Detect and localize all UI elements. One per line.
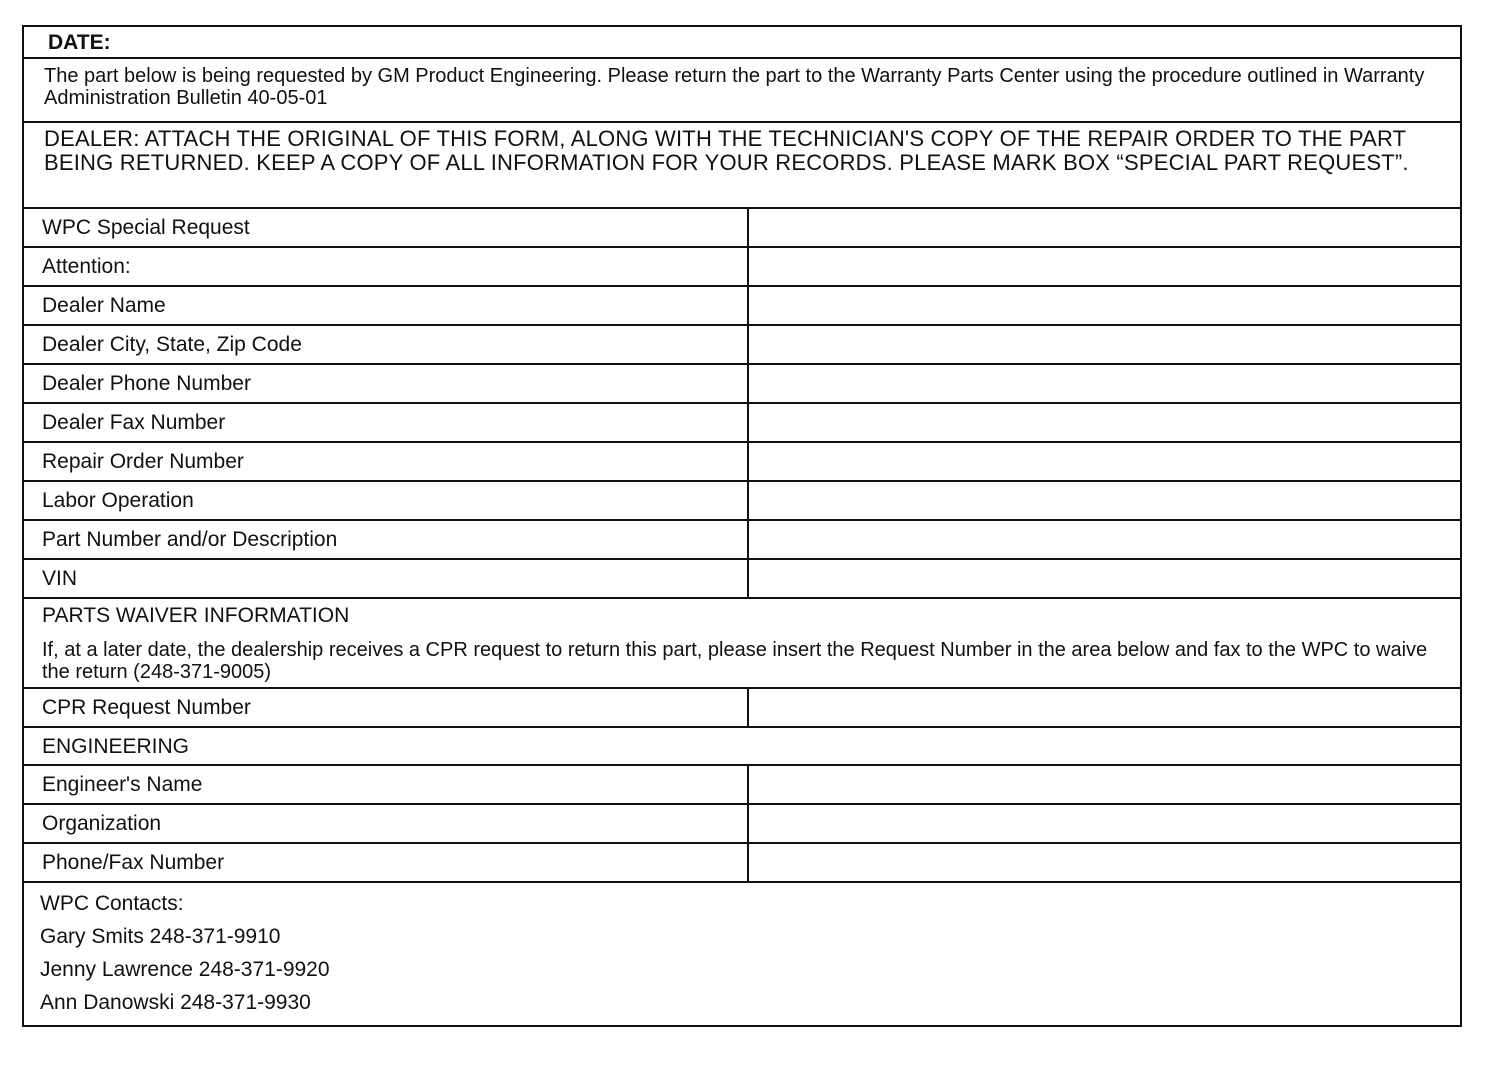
field-value[interactable] — [749, 287, 1460, 324]
field-row-organization — [24, 805, 1460, 844]
intro-row — [24, 59, 1460, 123]
field-value[interactable] — [749, 844, 1460, 881]
field-row-labor-operation — [24, 482, 1460, 521]
field-value[interactable] — [749, 326, 1460, 363]
contact-entry: Gary Smits 248-371-9910 — [40, 925, 281, 948]
parts-waiver-section — [24, 599, 1460, 689]
field-row-repair-order — [24, 443, 1460, 482]
field-value[interactable] — [749, 443, 1460, 480]
field-label: Dealer Phone Number — [24, 365, 749, 402]
dealer-instructions: DEALER: ATTACH THE ORIGINAL OF THIS FORM, ALONG WITH THE TECHNICIAN'S COPY OF THE REPAIR ORDER TO THE PART BEING RETURNED. KEEP A COPY OF ALL INFORMATION FOR YOUR RECORDS. PLEASE MARK BOX “SPECIAL PART REQUEST”. — [44, 126, 1409, 175]
field-row-phone-fax — [24, 844, 1460, 883]
date-label: DATE: — [48, 31, 111, 54]
field-label: Organization — [24, 805, 749, 842]
field-row-attention — [24, 248, 1460, 287]
wpc-contacts-section — [24, 883, 1460, 1025]
field-label: Dealer Name — [24, 287, 749, 324]
field-label: Dealer City, State, Zip Code — [24, 326, 749, 363]
field-value[interactable] — [749, 560, 1460, 597]
field-value[interactable] — [749, 248, 1460, 285]
field-row-dealer-fax — [24, 404, 1460, 443]
engineering-title: ENGINEERING — [42, 735, 190, 758]
field-label: Attention: — [24, 248, 749, 285]
field-value[interactable] — [749, 766, 1460, 803]
field-value[interactable] — [749, 482, 1460, 519]
field-label: Phone/Fax Number — [24, 844, 749, 881]
field-value[interactable] — [749, 404, 1460, 441]
field-row-dealer-name — [24, 287, 1460, 326]
intro-text: The part below is being requested by GM Product Engineering. Please return the part to the Warranty Parts Center using the procedure outlined in Warranty Administration Bulletin 40-05-01 — [44, 65, 1425, 109]
field-label: Repair Order Number — [24, 443, 749, 480]
field-label: Engineer's Name — [24, 766, 749, 803]
field-label: WPC Special Request — [24, 209, 749, 246]
contact-entry: Ann Danowski 248-371-9930 — [40, 991, 311, 1014]
field-value[interactable] — [749, 209, 1460, 246]
field-row-vin — [24, 560, 1460, 599]
date-row — [24, 27, 1460, 59]
contact-entry: Jenny Lawrence 248-371-9920 — [40, 958, 330, 981]
field-row-cpr-request-number — [24, 689, 1460, 728]
field-value[interactable] — [749, 805, 1460, 842]
field-label: Labor Operation — [24, 482, 749, 519]
field-row-part-number — [24, 521, 1460, 560]
field-value[interactable] — [749, 689, 1460, 726]
field-label: Part Number and/or Description — [24, 521, 749, 558]
field-row-dealer-phone — [24, 365, 1460, 404]
field-label: Dealer Fax Number — [24, 404, 749, 441]
parts-waiver-text: If, at a later date, the dealership receives a CPR request to return this part, please insert the Request Number in the area below and fax to the WPC to waive the return (248-371-9005) — [42, 639, 1428, 683]
field-row-dealer-city-state-zip — [24, 326, 1460, 365]
dealer-instructions-row — [24, 123, 1460, 209]
parts-waiver-title: PARTS WAIVER INFORMATION — [42, 604, 350, 627]
field-value[interactable] — [749, 365, 1460, 402]
special-part-request-form — [22, 25, 1462, 1027]
field-label: VIN — [24, 560, 749, 597]
field-value[interactable] — [749, 521, 1460, 558]
field-row-engineer-name — [24, 766, 1460, 805]
field-row-wpc-special-request — [24, 209, 1460, 248]
engineering-section-title — [24, 728, 1460, 766]
wpc-contacts-title: WPC Contacts: — [40, 892, 184, 915]
field-label: CPR Request Number — [24, 689, 749, 726]
